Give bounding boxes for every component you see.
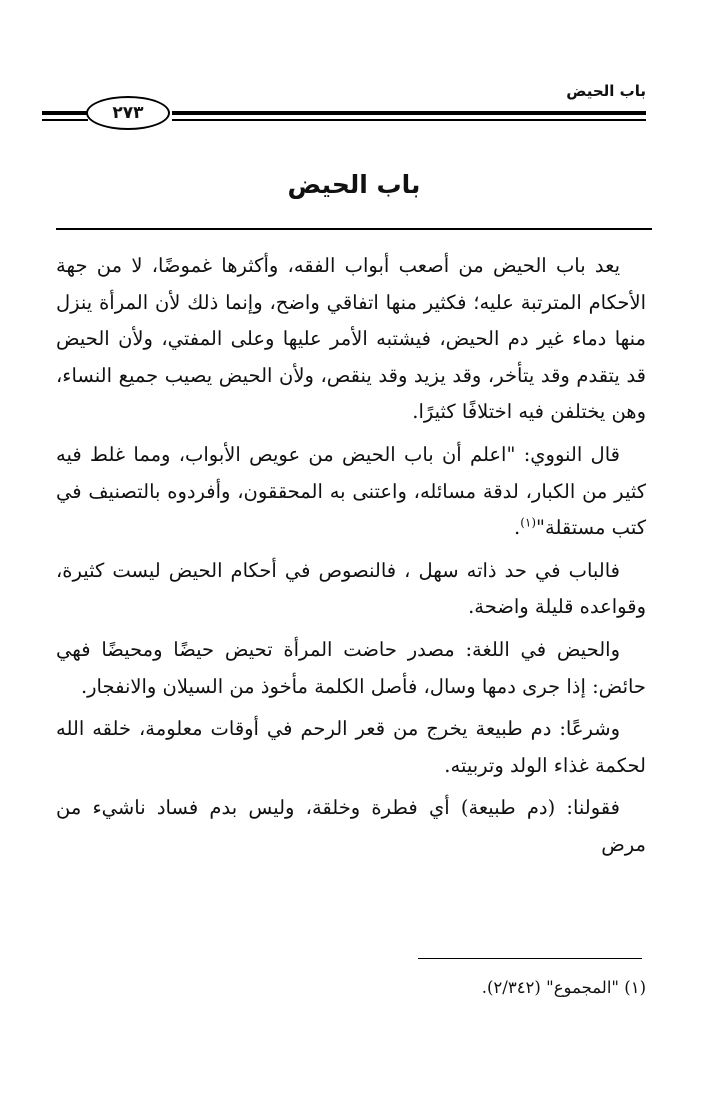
title-rule bbox=[56, 228, 652, 230]
footnote: (١) "المجموع" (٢/٣٤٢). bbox=[481, 978, 646, 997]
nawawi-quote-text: قال النووي: "اعلم أن باب الحيض من عويص الأبواب، ومما غلط فيه كثير من الكبار، لدقة مسائله، واعتنى به المحققون، وأفردوه بالتصنيف في كتب مستقلة" bbox=[56, 442, 646, 540]
header-rule-right-thick bbox=[172, 111, 646, 115]
header-rule-left-thin bbox=[42, 119, 88, 121]
paragraph-legal-definition: وشرعًا: دم طبيعة يخرج من قعر الرحم في أوقات معلومة، خلقه الله لحكمة غذاء الولد وتربيته. bbox=[56, 717, 646, 777]
body-text bbox=[56, 248, 646, 870]
paragraph-nawawi-quote bbox=[56, 437, 646, 547]
paragraph-intro: يعد باب الحيض من أصعب أبواب الفقه، وأكثرها غموضًا، لا من جهة الأحكام المترتبة عليه؛ فكثير منها اتفاقي واضح، وإنما ذلك لأن المرأة ينزل منها دماء غير دم الحيض، فيشتبه الأمر عليها وعلى المفتي، ولأن الحيض قد يتقدم وقد يتأخر، وقد يزيد وقد ينقص، ولأن الحيض يصيب جميع النساء، وهن يختلفن فيه اختلافًا كثيرًا. bbox=[56, 254, 646, 424]
paragraph-period: . bbox=[513, 516, 521, 540]
paragraph-explanation: فقولنا: (دم طبيعة) أي فطرة وخلقة، وليس بدم فساد ناشيء من مرض bbox=[56, 796, 646, 856]
page-number: ٢٧٣ bbox=[86, 96, 170, 130]
header-rule-right-thin bbox=[172, 119, 646, 121]
paragraph-simplicity: فالباب في حد ذاته سهل ، فالنصوص في أحكام الحيض ليست كثيرة، وقواعده قليلة واضحة. bbox=[56, 558, 646, 619]
footnote-reference: (١) bbox=[520, 515, 537, 530]
footnote-separator bbox=[418, 958, 642, 959]
header-rule-left-thick bbox=[42, 111, 88, 115]
chapter-title: باب الحيض bbox=[287, 170, 421, 199]
paragraph-linguistic-definition: والحيض في اللغة: مصدر حاضت المرأة تحيض حيضًا ومحيضًا فهي حائض: إذا جرى دمها وسال، فأصل الكلمة مأخوذ من السيلان والانفجار. bbox=[56, 637, 646, 698]
running-title: باب الحيض bbox=[566, 82, 646, 100]
